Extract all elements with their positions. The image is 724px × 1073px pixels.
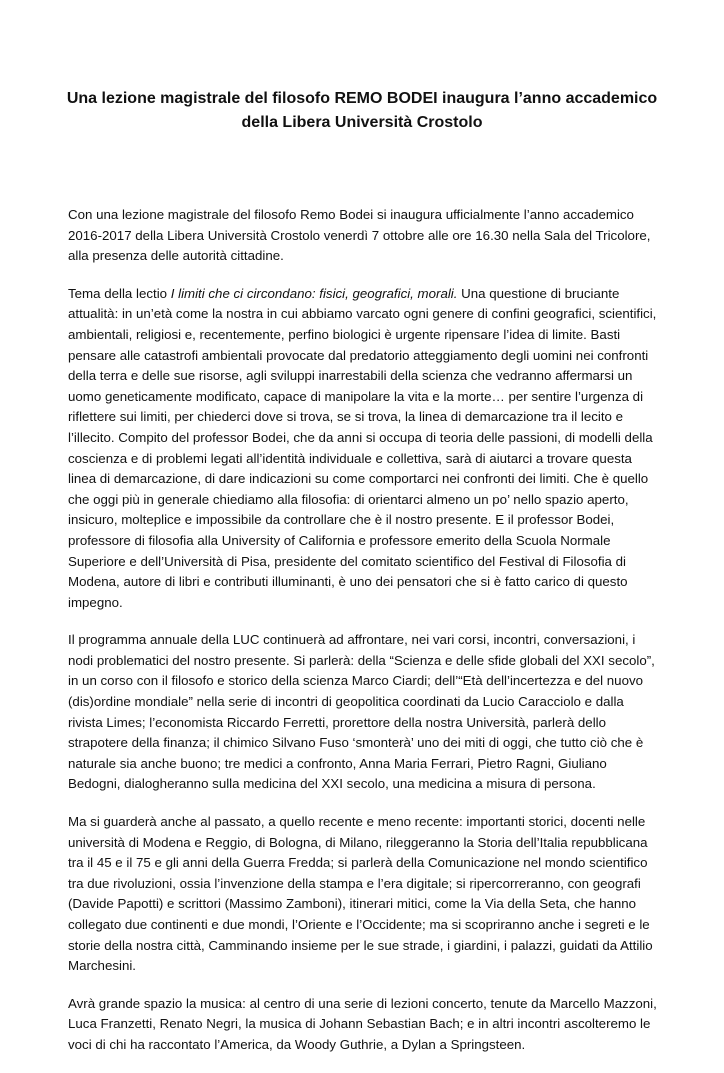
paragraph-musica: Avrà grande spazio la musica: al centro di una serie di lezioni concerto, tenute da Marcello Mazzoni, Luca Franzetti, Renato Negri, la musica di Johann Sebastian Bach; e in altri incontri ascolteremo le voci di chi ha raccontato l’America, da Woody Guthrie, a Dylan a Springsteen. xyxy=(68,995,657,1052)
document-title: Una lezione magistrale del filosofo REMO BODEI inaugura l’anno accademico della Libera Università Crostolo xyxy=(66,90,658,131)
paragraph-intro: Con una lezione magistrale del filosofo Remo Bodei si inaugura ufficialmente l’anno accademico 2016-2017 della Libera Università Crostolo venerdì 7 ottobre alle ore 16.30 nella Sala del Tricolore, alla presenza delle autorità cittadine. xyxy=(68,207,651,264)
paragraph-passato: Ma si guarderà anche al passato, a quello recente e meno recente: importanti storici, docenti nelle università di Modena e Reggio, di Bologna, di Milano, rileggeranno la Storia dell’Italia repubblicana tra il 45 e il 75 e gli anni della Guerra Fredda; si parlerà della Comunicazione nel mondo scientifico tra due rivoluzioni, ossia l’invenzione della stampa e l’era digitale; si ripercorreranno, con geografi (Davide Papotti) e scrittori (Massimo Zamboni), itinerari mitici, come la Via della Seta, che hanno collegato due continenti e due mondi, l’Oriente e l’Occidente; ma si scopriranno anche i segreti e le storie della nostra città, Camminando insieme per le sue strade, i giardini, i palazzi, guidati da Attilio Marchesini. xyxy=(68,814,653,974)
document-body xyxy=(68,205,658,1073)
lectio-title: I limiti che ci circondano: fisici, geografici, morali. xyxy=(170,285,458,301)
lectio-text: Una questione di bruciante attualità: in un’età come la nostra in cui abbiamo varcato ogni genere di confini geografici, scientifici, ambientali, religiosi e, recentemente, perfino biologici è urgente ripensare l’idea di limite. Basti pensare alle catastrofi ambientali provocate dal predatorio atteggiamento degli uomini nei confronti della terra e delle sue risorse, agli sviluppi inarrestabili della scienza che vedranno affermarsi un uomo geneticamente modificato, capace di manipolare la vita e la morte… per sentire l’urgenza di riflettere sui limiti, per chiederci dove si trova, se si trova, la linea di demarcazione tra il lecito e l’illecito. Compito del professor Bodei, che da anni si occupa di teoria delle passioni, di modelli della coscienza e di problemi legati all’identità individuale e collettiva, sarà di aiutarci a trovare questa linea di demarcazione, di dare indicazioni su come comportarci nei confronti dei limiti. Che è quello che oggi più in generale chiediamo alla filosofia: di orientarci almeno un po’ nello spazio aperto, insicuro, molteplice e impossibile da controllare che è il nostro presente. E il professor Bodei, professore di filosofia alla University of California e professore emerito della Scuola Normale Superiore e dell’Università di Pisa, presidente del comitato scientifico del Festival di Filosofia di Modena, autore di libri e contributi illuminanti, è uno dei pensatori che si è fatto carico di questo impegno. xyxy=(68,285,657,610)
paragraph-programma: Il programma annuale della LUC continuerà ad affrontare, nei vari corsi, incontri, conversazioni, i nodi problematici del nostro presente. Si parlerà: della “Scienza e delle sfide globali del XXI secolo”, in un corso con il filosofo e storico della scienza Marco Ciardi; dell’“Età dell’incertezza e del nuovo (dis)ordine mondiale” nella serie di incontri di geopolitica coordinati da Lucio Caracciolo e dalla rivista Limes; l’economista Riccardo Ferretti, prorettore della nostra Università, parlerà dello strapotere della finanza; il chimico Silvano Fuso ‘smonterà’ uno dei miti di oggi, che tutto ciò che è naturale sia anche buono; tre medici a confronto, Anna Maria Ferrari, Pietro Ragni, Giuliano Bedogni, dialogheranno sulla medicina del XXI secolo, una medicina a misura di persona. xyxy=(68,632,655,792)
paragraph-lectio xyxy=(68,284,658,614)
lectio-prefix: Tema della lectio xyxy=(68,285,171,301)
